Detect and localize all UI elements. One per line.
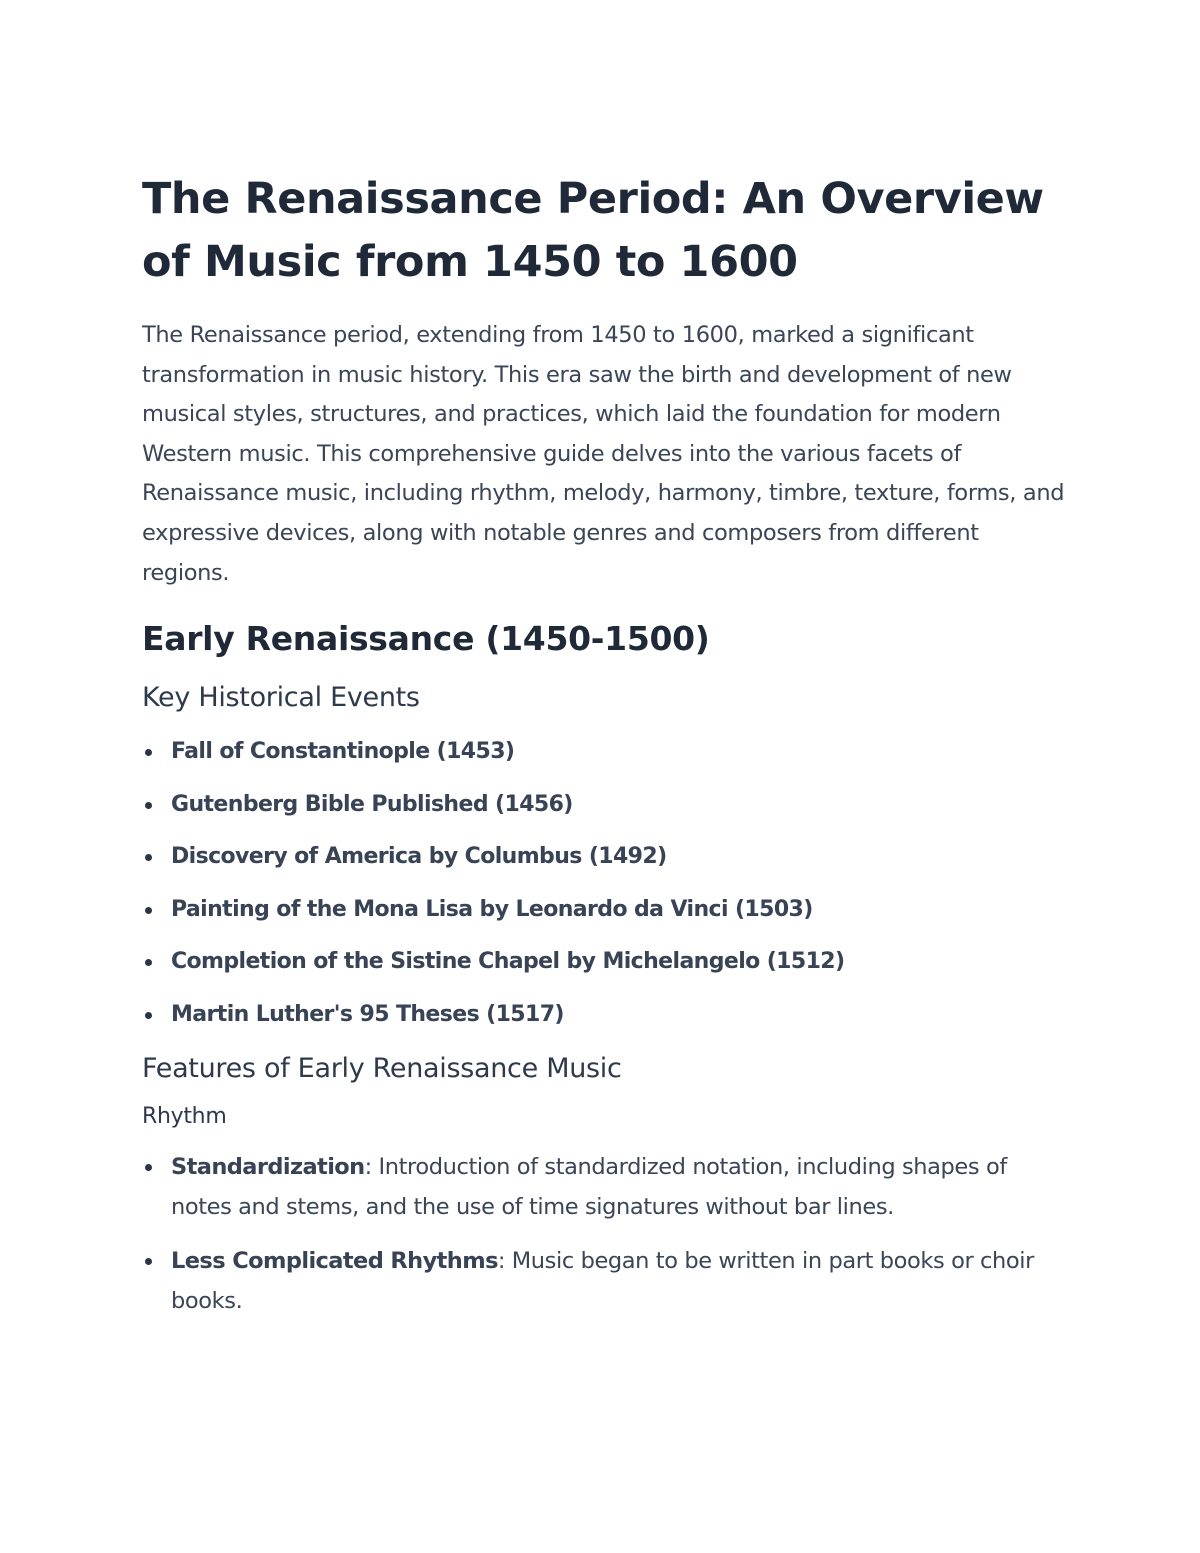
list-item [142,732,1072,771]
intro-paragraph: The Renaissance period, extending from 1450 to 1600, marked a significant transformation in music history. This era saw the birth and development of new musical styles, structures, and practices, which laid the foundation for modern Western music. This comprehensive guide delves into the various facets of Renaissance music, including rhythm, melody, harmony, timbre, texture, forms, and expressive devices, along with notable genres and composers from different regions. [142,322,1065,586]
bullet-icon [145,959,152,966]
feature-separator: : [364,1153,372,1180]
feature-term: Less Complicated Rhythms [171,1247,498,1274]
list-item [142,942,1072,981]
bullet-icon [145,907,152,914]
event-text: Fall of Constantinople (1453) [171,739,515,765]
event-text: Discovery of America by Columbus (1492) [171,844,667,870]
list-item [142,1241,1072,1321]
bullet-icon [145,749,152,756]
bullet-icon [145,854,152,861]
feature-term: Standardization [171,1153,365,1180]
event-text: Completion of the Sistine Chapel by Michelangelo (1512) [171,949,845,975]
list-item [142,890,1072,929]
document-page [142,168,1072,1335]
feature-text: Introduction of standardized notation, including shapes of notes and stems, and the use of time signatures without bar lines. [171,1153,1007,1220]
bullet-icon [145,1164,152,1171]
features-heading: Features of Early Renaissance Music [142,1052,622,1084]
rhythm-heading: Rhythm [142,1103,227,1129]
list-item [142,995,1072,1034]
list-item [142,1147,1072,1227]
rhythm-list [142,1147,1072,1321]
list-item [142,837,1072,876]
feature-text: Music began to be written in part books or choir books. [171,1247,1034,1314]
event-text: Gutenberg Bible Published (1456) [171,791,573,817]
bullet-icon [145,1258,152,1265]
event-text: Painting of the Mona Lisa by Leonardo da Vinci (1503) [171,896,813,922]
event-text: Martin Luther's 95 Theses (1517) [171,1001,564,1027]
list-item [142,785,1072,824]
events-heading: Key Historical Events [142,682,420,714]
bullet-icon [145,1012,152,1019]
feature-separator: : [497,1247,506,1274]
bullet-icon [145,802,152,809]
section-heading: Early Renaissance (1450-1500) [142,619,710,659]
document-title: The Renaissance Period: An Overview of Music from 1450 to 1600 [142,174,1044,287]
events-list [142,732,1072,1034]
